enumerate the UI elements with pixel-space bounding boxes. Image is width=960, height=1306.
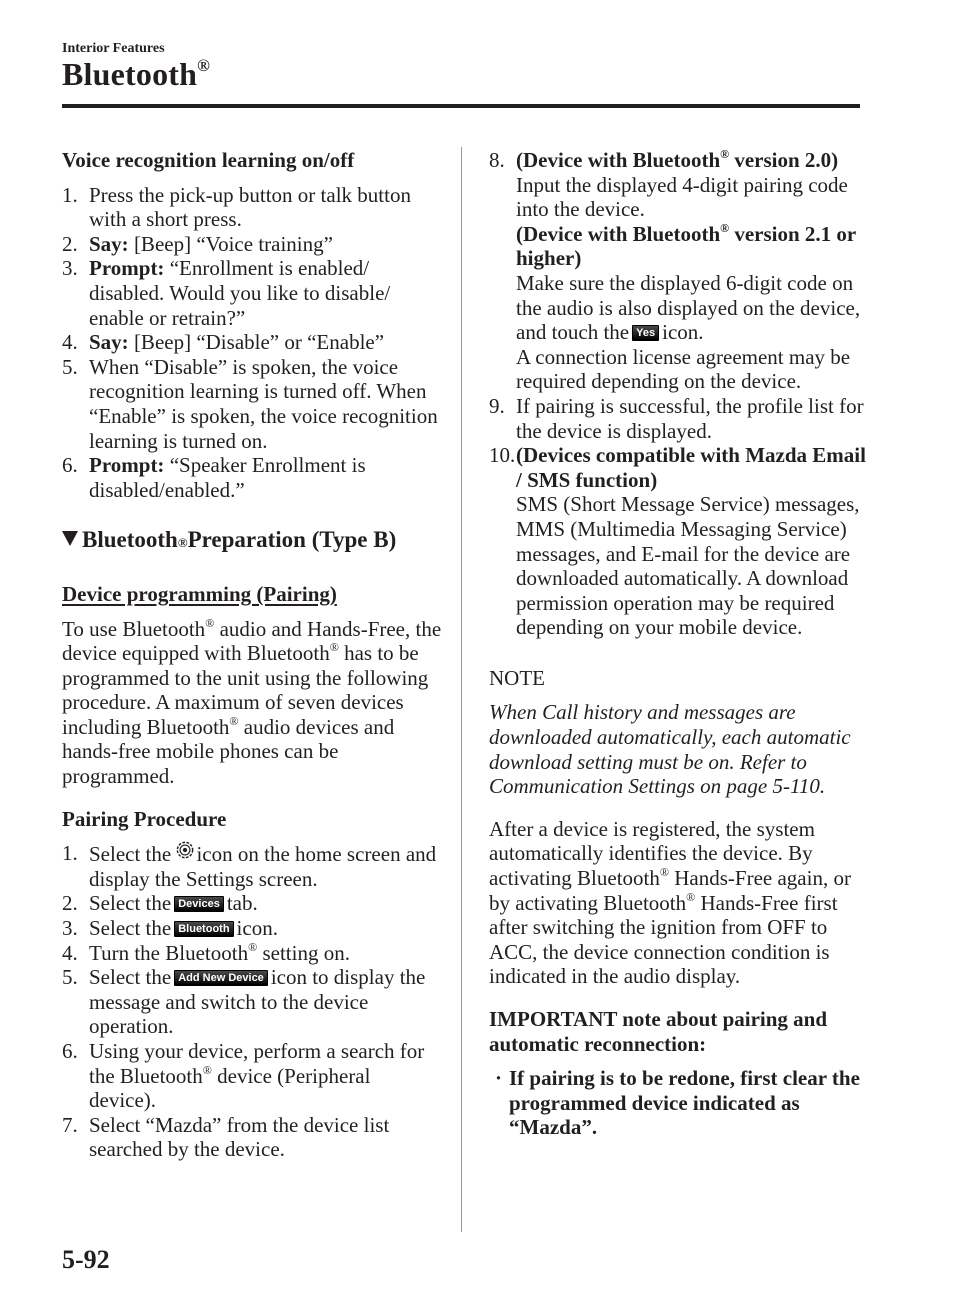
- step-number: 10.: [489, 443, 516, 468]
- pairing-procedure-heading: Pairing Procedure: [62, 806, 227, 831]
- procedure-step: [489, 394, 869, 443]
- intro-text: has to be programmed to the unit using the following procedure. A maximum of seven devices including Bluetooth: [62, 641, 429, 739]
- procedure-step: [62, 891, 442, 916]
- step-prefix: Say:: [89, 231, 129, 256]
- add-new-device-button: Add New Device: [174, 970, 268, 986]
- step-number: 5.: [62, 354, 78, 379]
- procedure-step: [62, 1039, 442, 1113]
- page-title-text: Bluetooth: [62, 56, 198, 92]
- step-number: 3.: [62, 256, 78, 281]
- bullet-dot: ·: [495, 1066, 503, 1091]
- step-text: icon.: [236, 916, 278, 941]
- step-text: Select “Mazda” from the device list searched by the device.: [89, 1112, 390, 1162]
- step-text: SMS (Short Message Service) messages, MMS (Multimedia Messaging Service) messages, and E-mail for the device are downloaded automatically. A download permission operation may be required depending on your mobile device.: [516, 492, 860, 640]
- registered-mark: ®: [205, 615, 215, 630]
- bluetooth-button: Bluetooth: [174, 921, 233, 937]
- step-number: 1.: [62, 841, 78, 866]
- step-prefix: Prompt:: [89, 453, 165, 478]
- intro-text: audio and Hands-Free, the device equipped with Bluetooth: [62, 616, 442, 666]
- step-number: 4.: [62, 940, 78, 965]
- procedure-step: [489, 443, 869, 640]
- after-registration-paragraph: [489, 817, 869, 989]
- settings-gear-icon: [176, 841, 194, 859]
- step-text: “Speaker Enrollment is disabled/enabled.”: [89, 453, 366, 502]
- step-prefix: Say:: [89, 330, 129, 355]
- registered-mark: ®: [177, 535, 188, 551]
- registered-mark: ®: [686, 889, 696, 904]
- step-subheading: [516, 222, 869, 271]
- registered-mark: ®: [248, 939, 258, 954]
- section-label: Interior Features: [62, 41, 165, 56]
- triangle-bullet-icon: [62, 531, 78, 546]
- step-number: 3.: [62, 916, 78, 941]
- step-number: 7.: [62, 1112, 78, 1137]
- paragraph-text: Hands-Free first after switching the ignition from OFF to ACC, the device connection condition is indicated in the audio display.: [489, 890, 838, 989]
- step-text: Select the: [89, 842, 177, 867]
- step-text: Using your device, perform a search for the Bluetooth: [89, 1039, 425, 1088]
- paragraph-text: After a device is registered, the system automatically identifies the device. By activating Bluetooth: [489, 816, 815, 891]
- step-prefix: Prompt:: [89, 256, 165, 281]
- step-text: Select the: [89, 916, 172, 941]
- voice-step: [62, 355, 442, 453]
- subheading-text: (Device with Bluetooth: [516, 148, 721, 172]
- step-text: A connection license agreement may be required depending on the device.: [516, 344, 851, 394]
- page-title: [62, 56, 210, 93]
- step-text: setting on.: [257, 940, 350, 965]
- step-text-part: icon.: [662, 320, 704, 345]
- procedure-step: [489, 148, 869, 394]
- step-number: 2.: [62, 231, 78, 256]
- intro-text: To use Bluetooth: [62, 616, 206, 641]
- note-text: When Call history and messages are downloaded automatically, each automatic download setting must be on. Refer to Communication Settings on page 5-110.: [489, 700, 851, 799]
- paragraph-text: Hands-Free again, or by activating Bluetooth: [489, 866, 851, 915]
- step-text: [Beep] “Disable” or “Enable”: [128, 330, 385, 355]
- step-text: Input the displayed 4-digit pairing code into the device.: [516, 172, 848, 222]
- preparation-heading: [62, 528, 442, 556]
- intro-text: audio devices and hands-free mobile phones can be programmed.: [62, 714, 395, 789]
- important-heading: IMPORTANT note about pairing and automatic reconnection:: [489, 1007, 828, 1056]
- step-number: 6.: [62, 1039, 78, 1063]
- step-text: tab.: [226, 891, 258, 916]
- registered-mark: ®: [329, 640, 339, 655]
- step-text: device (Peripheral device).: [89, 1063, 371, 1113]
- step-number: 5.: [62, 965, 78, 990]
- step-number: 4.: [62, 330, 78, 355]
- bullet-item: [489, 1066, 869, 1140]
- step-text: Select the: [89, 965, 172, 990]
- pairing-title: Device programming (Pairing): [62, 581, 337, 606]
- subheading-text: (Device with Bluetooth: [516, 221, 721, 246]
- header-rule: [62, 104, 860, 108]
- note-label: NOTE: [489, 665, 545, 690]
- voice-step: [62, 232, 442, 257]
- voice-step: [62, 453, 442, 502]
- step-text: If pairing is successful, the profile list for the device is displayed.: [516, 393, 864, 443]
- procedure-step: [62, 1113, 442, 1162]
- registered-mark: ®: [197, 56, 211, 75]
- devices-tab-button: Devices: [174, 896, 224, 912]
- subheading-text: version 2.0): [729, 148, 839, 172]
- step-number: 1.: [62, 182, 78, 207]
- voice-recognition-heading: Voice recognition learning on/off: [62, 148, 355, 172]
- step-text: [516, 271, 869, 345]
- voice-step: [62, 330, 442, 355]
- right-column: [489, 148, 869, 1140]
- voice-recognition-steps: [62, 183, 442, 503]
- page-number: 5-92: [62, 1245, 110, 1274]
- step-number: 6.: [62, 453, 78, 478]
- voice-step: [62, 256, 442, 330]
- bullet-text: If pairing is to be redone, first clear the programmed device indicated as “Mazda”.: [509, 1066, 860, 1140]
- procedure-step: [62, 941, 442, 966]
- preparation-heading-a: Bluetooth: [82, 527, 178, 553]
- step-text: icon on the home screen and display the Settings screen.: [89, 842, 437, 891]
- left-column: [62, 148, 442, 1162]
- registered-mark: ®: [720, 220, 730, 235]
- step-text: icon to display the message and switch to the device operation.: [89, 965, 426, 1039]
- step-number: 2.: [62, 891, 78, 916]
- voice-step: [62, 183, 442, 232]
- pairing-intro: [62, 617, 442, 789]
- procedure-step: [62, 965, 442, 1039]
- step-text: Press the pick-up button or talk button with a short press.: [89, 182, 411, 232]
- registered-mark: ®: [659, 865, 670, 880]
- yes-button: Yes: [632, 325, 659, 341]
- subheading-text: version 2.1 or higher): [516, 221, 856, 271]
- step-subheading: [516, 148, 869, 173]
- preparation-heading-b: Preparation (Type B): [187, 527, 397, 553]
- step-text: Select the: [89, 891, 172, 916]
- step-number: 9.: [489, 393, 505, 418]
- step-number: 8.: [489, 148, 505, 172]
- step-text: “Enrollment is enabled/ disabled. Would you like to disable/ enable or retrain?”: [89, 256, 391, 330]
- column-divider: [461, 147, 462, 1232]
- procedure-step: [62, 841, 442, 891]
- step-subheading: (Devices compatible with Mazda Email / SMS function): [516, 443, 866, 492]
- step-text: When “Disable” is spoken, the voice recognition learning is turned off. When “Enable” is spoken, the voice recognition learning is turned on.: [89, 354, 438, 453]
- registered-mark: ®: [720, 147, 730, 161]
- registered-mark: ®: [229, 713, 239, 728]
- registered-mark: ®: [202, 1062, 212, 1077]
- step-text: Turn the Bluetooth: [89, 940, 249, 965]
- procedure-step: [62, 916, 442, 941]
- step-text-part: Make sure the displayed 6-digit code on the audio is also displayed on the device, and touch the: [516, 270, 861, 345]
- step-text: [Beep] “Voice training”: [128, 231, 333, 256]
